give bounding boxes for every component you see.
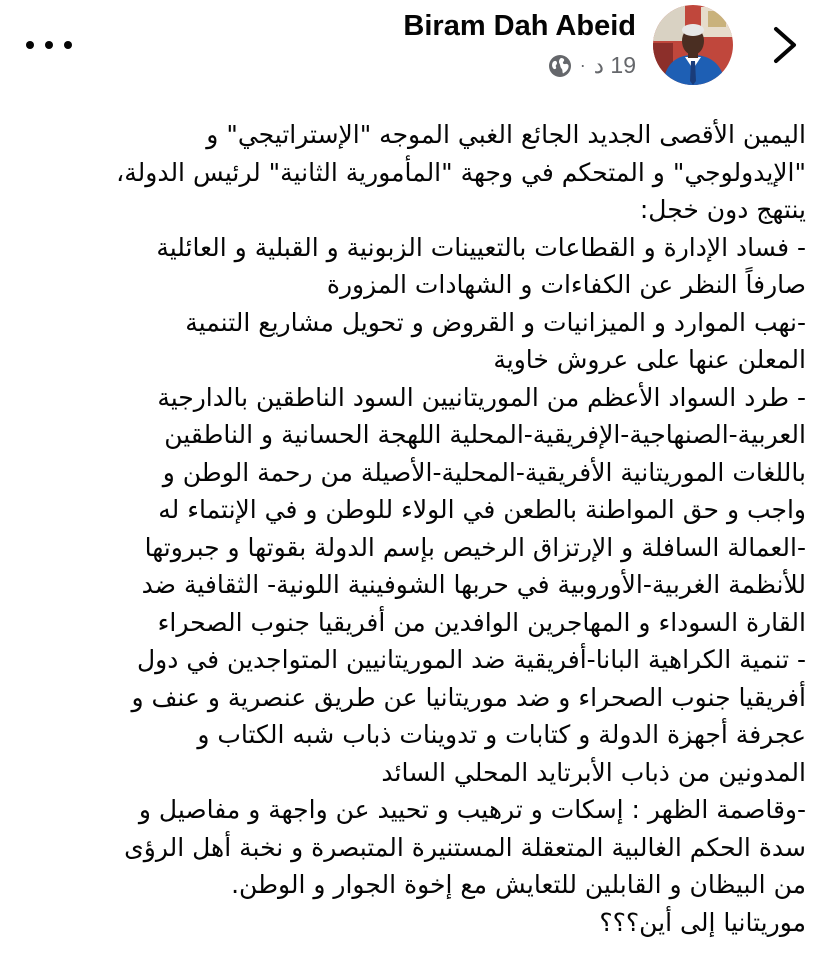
more-dot: [45, 41, 53, 49]
post-time[interactable]: 19 د: [593, 52, 636, 78]
post-line: - تنمية الكراهية البانا-أفريقية ضد الموريتانيين المتواجدين في دول: [137, 645, 806, 674]
post-line: أفريقيا جنوب الصحراء و ضد موريتانيا عن طريق عنصرية و عنف و: [131, 682, 806, 712]
post-header: [0, 0, 828, 100]
post-line: للأنظمة الغربية-الأوروبية في حربها الشوفينية اللونية- الثقافية ضد: [141, 570, 806, 599]
post-line: واجب و حق المواطنة بالطعن في الولاء للوطن و في الإنتماء له: [158, 495, 806, 524]
post-line: المعلن عنها على عروش خاوية: [493, 345, 806, 374]
post-line: باللغات الموريتانية الأفريقية-المحلية-الأصيلة من رحمة الوطن و: [162, 457, 806, 487]
avatar-image: [653, 5, 733, 85]
post-line: صارفاً النظر عن الكفاءات و الشهادات المزورة: [326, 270, 806, 299]
more-dot: [26, 41, 34, 49]
chevron-right-icon[interactable]: [764, 24, 804, 66]
post-line: -العمالة السافلة و الإرتزاق الرخيص بإسم الدولة بقوتها و جبروتها: [144, 532, 806, 562]
post-line: موريتانيا إلى أين؟؟؟: [599, 907, 806, 937]
post-meta: [548, 52, 636, 79]
post-line: عجرفة أجهزة الدولة و كتابات و تدوينات ذباب شبه الكتاب و: [197, 720, 806, 749]
post-text: [16, 116, 806, 941]
more-dot: [64, 41, 72, 49]
post-line: العربية-الصنهاجية-الإفريقية-المحلية اللهجة الحسانية و الناطقين: [164, 420, 806, 449]
post-line: - طرد السواد الأعظم من الموريتانيين السود الناطقين بالدارجية: [157, 382, 806, 412]
post-line: -نهب الموارد و الميزانيات و القروض و تحويل مشاريع التنمية: [185, 307, 806, 337]
post-line: القارة السوداء و المهاجرين الوافدين من أفريقيا جنوب الصحراء: [157, 607, 806, 637]
post-line: "الإيدولوجي" و المتحكم في وجهة "المأمورية الثانية" لرئيس الدولة،: [116, 157, 806, 187]
author-name[interactable]: Biram Dah Abeid: [403, 10, 636, 42]
post-line: -وقاصمة الظهر : إسكات و ترهيب و تحييد عن واجهة و مفاصيل و: [138, 795, 806, 824]
post-line: ينتهج دون خجل:: [639, 195, 806, 224]
post-line: من البيظان و القابلين للتعايش مع إخوة الجوار و الوطن.: [231, 870, 806, 899]
post-line: اليمين الأقصى الجديد الجائع الغبي الموجه "الإستراتيجي" و: [206, 120, 806, 149]
globe-icon: [548, 54, 572, 78]
meta-separator: ·: [579, 55, 586, 75]
post-line: سدة الحكم الغالبية المتعقلة المستنيرة المتبصرة و نخبة أهل الرؤى: [124, 832, 806, 862]
post-line: المدونين من ذباب الأبرتايد المحلي السائد: [381, 757, 806, 787]
avatar[interactable]: [653, 5, 733, 85]
more-options-button[interactable]: [26, 30, 72, 60]
post-line: - فساد الإدارة و القطاعات بالتعيينات الزبونية و القبلية و العائلية: [156, 232, 806, 262]
